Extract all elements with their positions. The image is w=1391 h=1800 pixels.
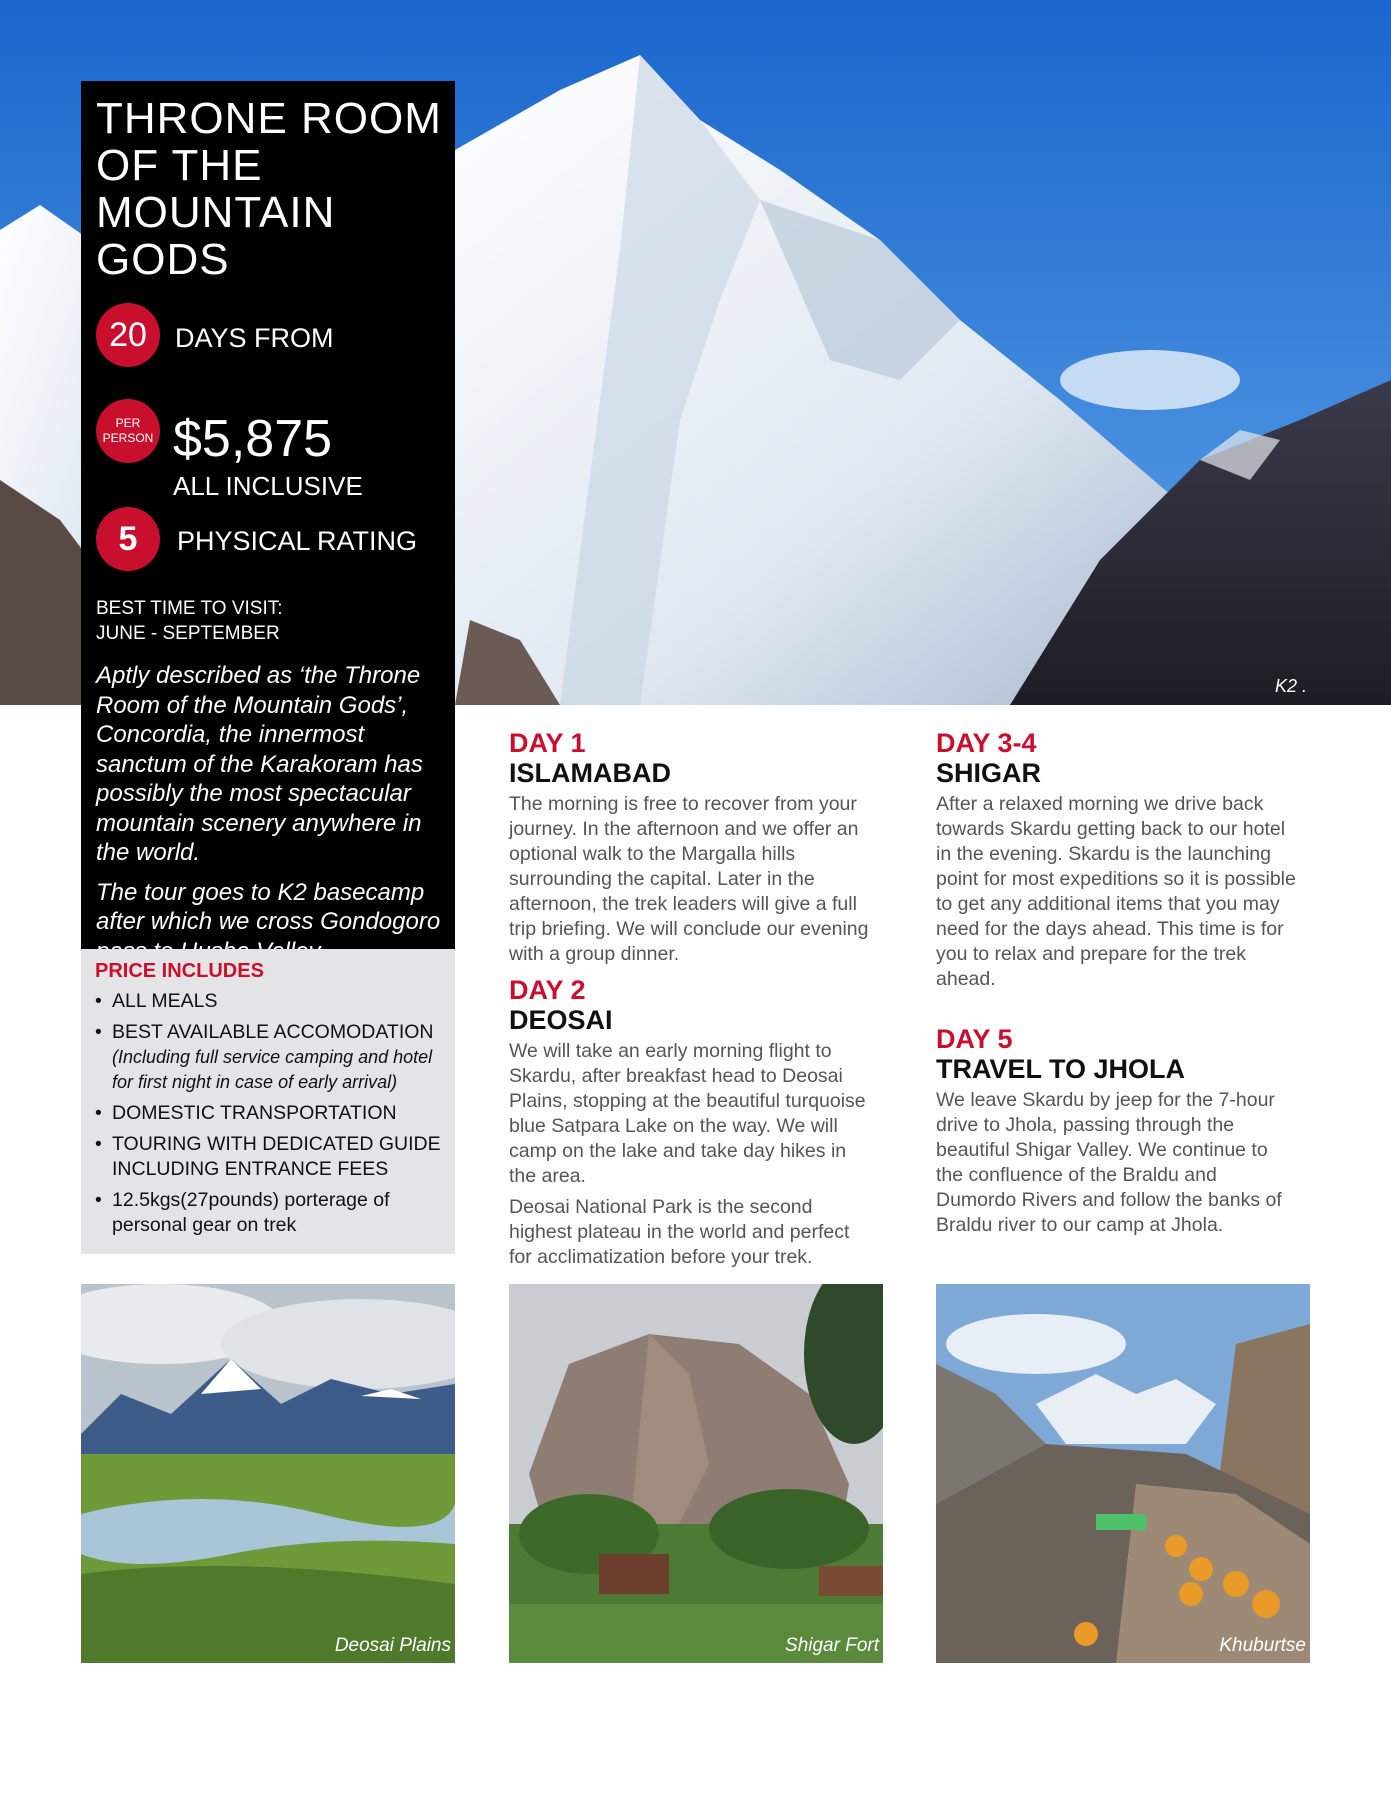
price-includes-box [81, 949, 455, 1254]
list-item-text: 12.5kgs(27pounds) porterage of personal gear on trek [112, 1189, 390, 1236]
days-label: DAYS FROM [175, 323, 334, 353]
per-person-line2: PERSON [102, 431, 154, 445]
photo-caption: Deosai Plains [334, 1635, 451, 1656]
tour-title: THRONE ROOM OF THE MOUNTAIN GODS [96, 94, 442, 284]
list-item-text: DOMESTIC TRANSPORTATION [112, 1102, 397, 1124]
deosai-plains-illustration [81, 1284, 455, 1663]
itinerary-day-5 [936, 1024, 1296, 1244]
list-item [95, 989, 453, 1014]
hero-caption: K2 . [1274, 676, 1307, 696]
description-paragraph: The tour goes to K2 basecamp after which we cross Gondogoro [96, 878, 441, 935]
list-item [95, 1020, 453, 1095]
day-text: We will take an early morning flight to Skardu, after breakfast head to Deosai Plains, stopping at the beautiful turquoise blue Satpara Lake on the way. We will camp on the lake and take day hikes in the area. [509, 1040, 866, 1187]
itinerary-day-2 [509, 975, 869, 1276]
tour-summary-panel [81, 81, 455, 949]
day-place: DEOSAI [509, 1005, 613, 1035]
days-badge: 20 [96, 303, 160, 367]
shigar-fort-illustration [509, 1284, 883, 1663]
itinerary-day-1 [509, 728, 869, 973]
list-item-text: TOURING WITH DEDICATED GUIDE INCLUDING ENTRANCE FEES [112, 1133, 441, 1180]
khuburtse-illustration [936, 1284, 1310, 1663]
day-number: DAY 2 [509, 975, 586, 1005]
tour-description [96, 661, 451, 976]
price-includes-title: PRICE INCLUDES [95, 960, 264, 982]
day-number: DAY 1 [509, 728, 586, 758]
list-item-text: BEST AVAILABLE ACCOMODATION [112, 1021, 434, 1043]
physical-rating-label: PHYSICAL RATING [177, 526, 418, 556]
list-item [95, 1101, 453, 1126]
list-item-note: (Including full service camping and hotel for first night in case of early arrival) [112, 1047, 433, 1092]
price-includes-list [95, 989, 453, 1244]
day-text: We leave Skardu by jeep for the 7-hour drive to Jhola, passing through the beautiful Shigar Valley. We continue to the confluence of the Braldu and Dumordo Rivers and follow the banks of Braldu river to our camp at Jhola. [936, 1089, 1282, 1236]
tour-price: $5,875 [173, 410, 333, 468]
photo-shigar-fort [509, 1284, 883, 1663]
list-item-text: ALL MEALS [112, 990, 218, 1012]
photo-caption: Shigar Fort [785, 1635, 879, 1656]
price-note: ALL INCLUSIVE [173, 471, 363, 501]
photo-khuburtse [936, 1284, 1310, 1663]
day-text: The morning is free to recover from your journey. In the afternoon and we offer an optional walk to the Margalla hills surrounding the capital. Later in the afternoon, the trek leaders will give a full trip briefing. We will conclude our evening with a group dinner. [509, 793, 869, 965]
per-person-badge [96, 399, 160, 463]
day-place: TRAVEL TO JHOLA [936, 1054, 1186, 1084]
physical-rating-badge: 5 [96, 507, 160, 571]
photo-caption: Khuburtse [1219, 1635, 1306, 1656]
best-time-value: JUNE - SEPTEMBER [96, 623, 280, 644]
day-text: After a relaxed morning we drive back towards Skardu getting back to our hotel in the evening. Skardu is the launching point for most expeditions so it is possible to get any additional items that you may need for the days ahead. This time is for you to relax and prepare for the trek ahead. [936, 793, 1296, 990]
best-time-label: BEST TIME TO VISIT: [96, 598, 283, 619]
best-time-to-visit [96, 596, 283, 646]
day-place: SHIGAR [936, 758, 1042, 788]
per-person-line1: PER [115, 416, 141, 430]
itinerary-day-3-4 [936, 728, 1296, 998]
day-number: DAY 5 [936, 1024, 1013, 1054]
day-text: Deosai National Park is the second highest plateau in the world and perfect for acclimatization before your trek. [509, 1196, 850, 1268]
list-item [95, 1188, 453, 1238]
photo-deosai-plains [81, 1284, 455, 1663]
description-paragraph: Aptly described as ‘the Throne Room of the Mountain Gods’, Concordia, the innermost sanctum of the Karakoram has possibly the most spectacular mountain scenery anywhere in the world. [96, 662, 423, 866]
list-item [95, 1132, 453, 1182]
day-place: ISLAMABAD [509, 758, 671, 788]
day-number: DAY 3-4 [936, 728, 1037, 758]
